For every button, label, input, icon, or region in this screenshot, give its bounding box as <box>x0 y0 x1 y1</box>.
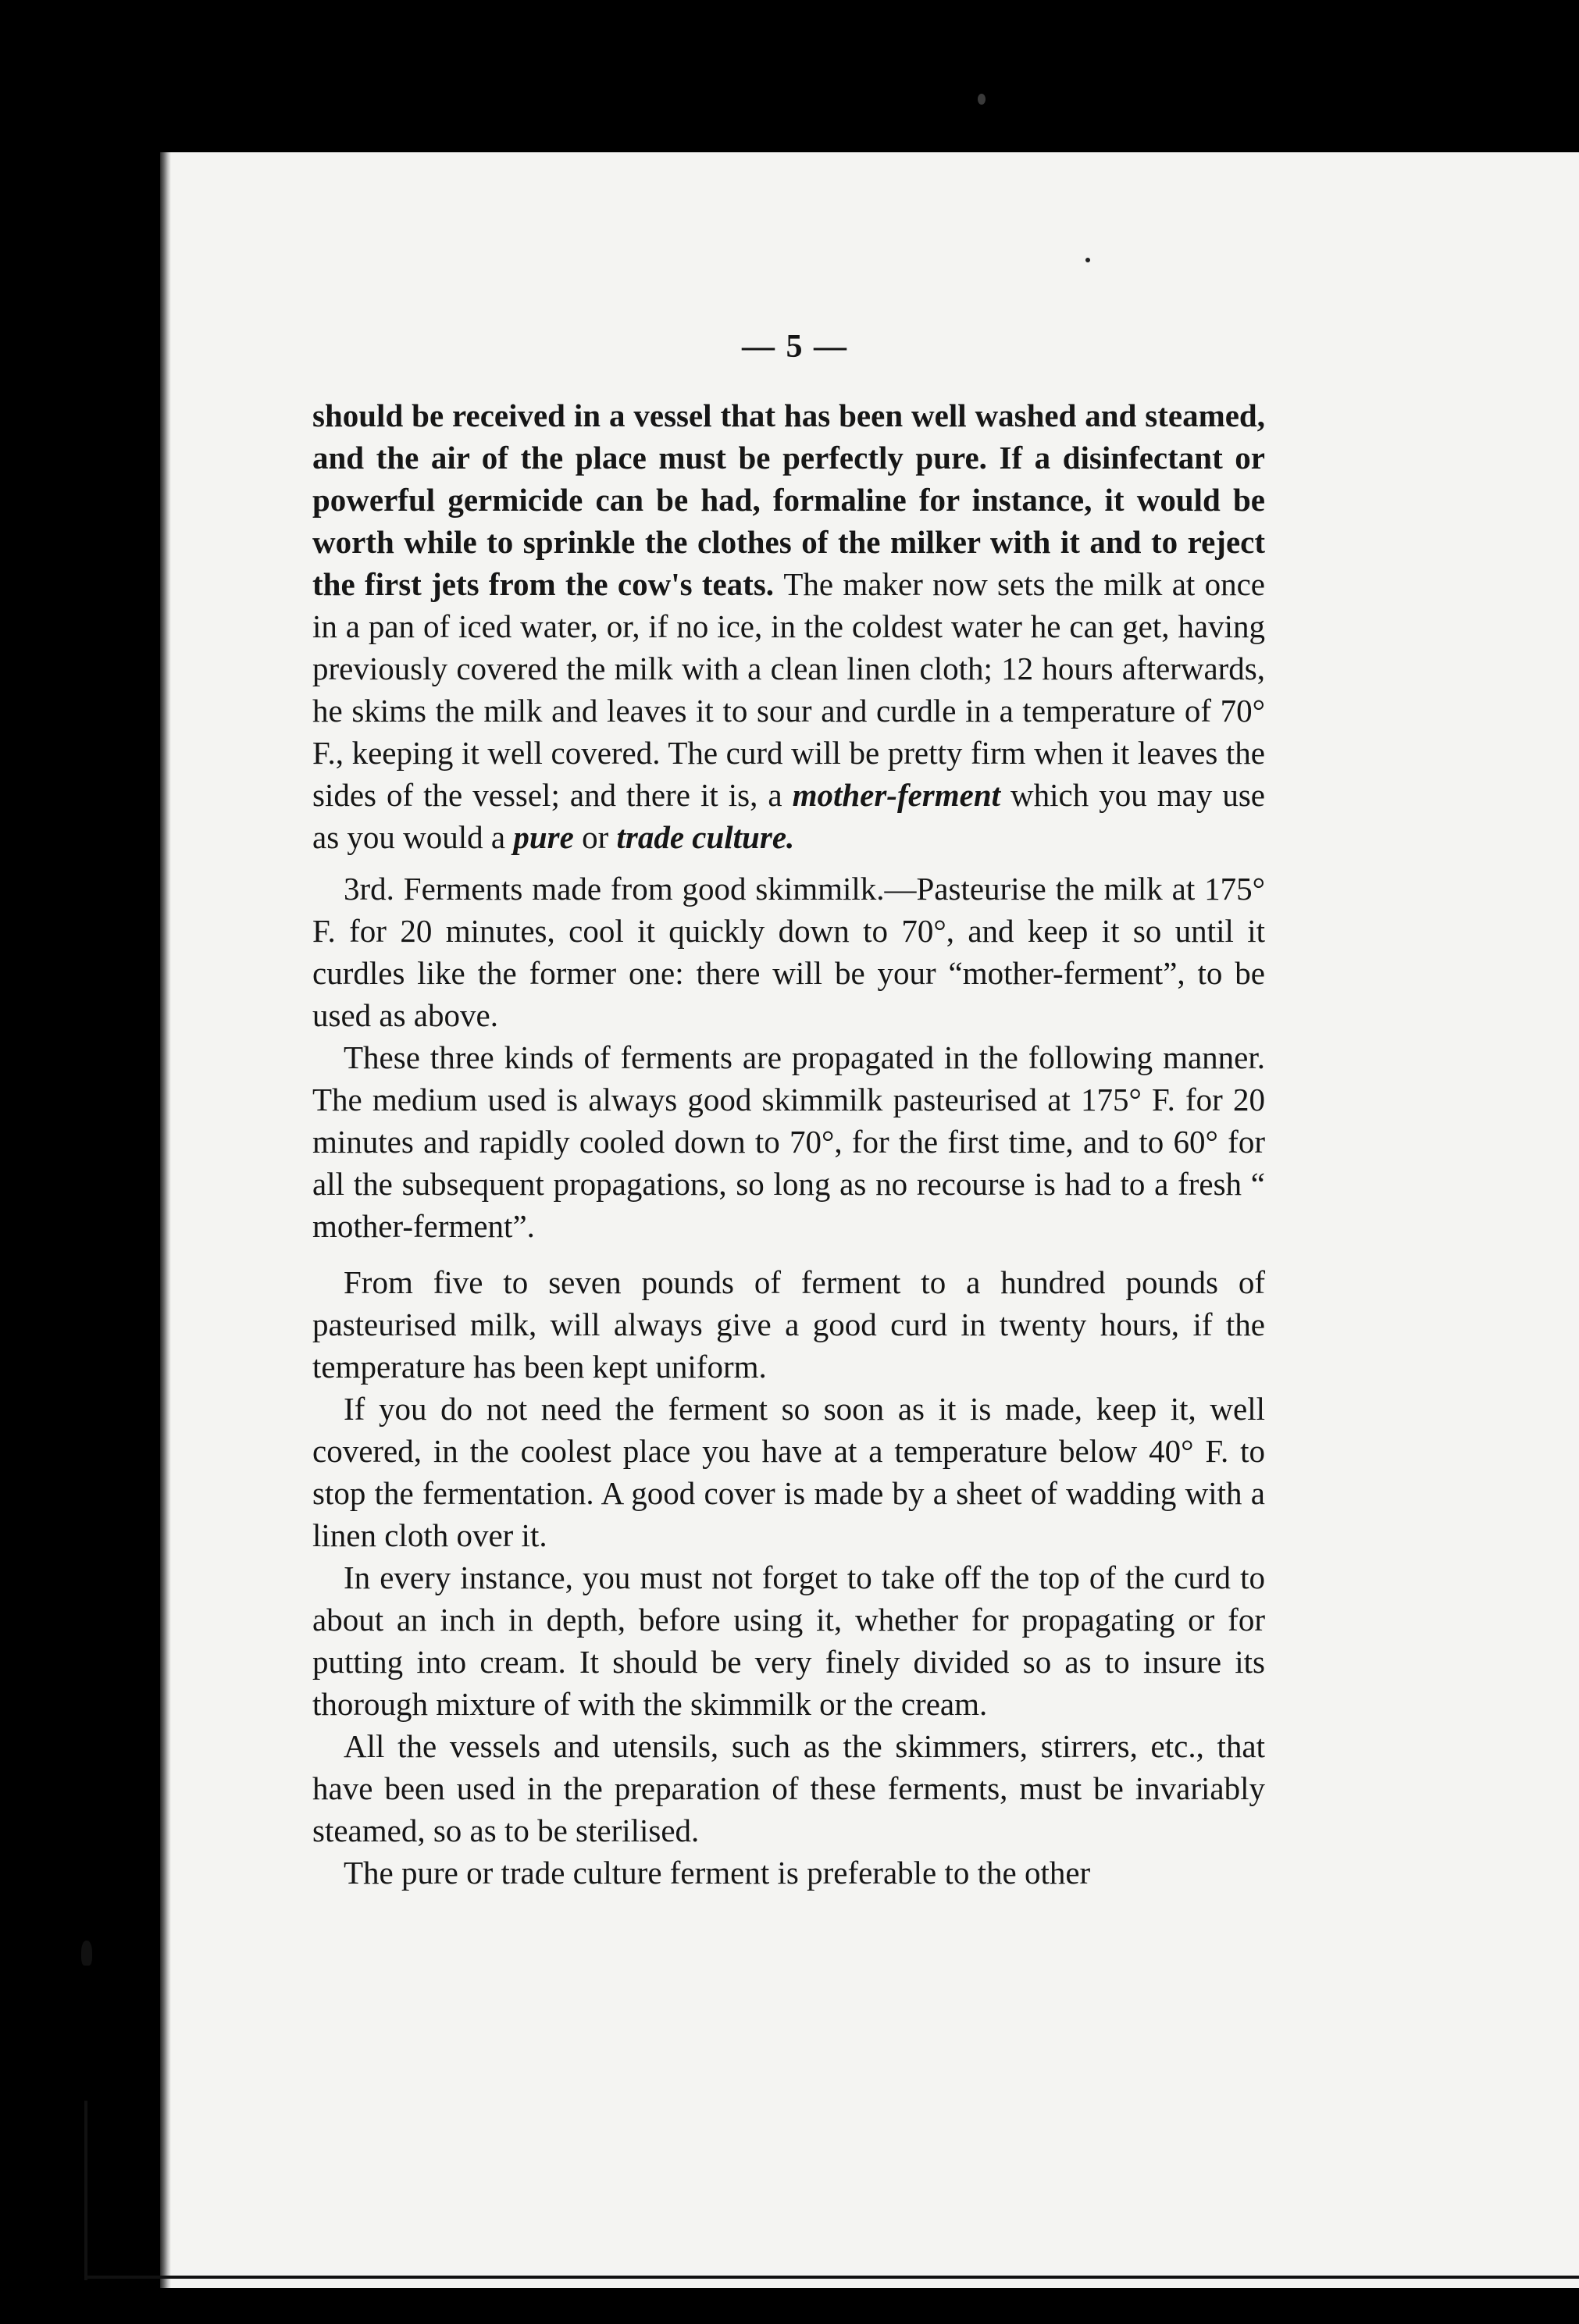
text-run: The maker now sets the milk at once in a pan of iced water, or, if no ice, in the coldest water he can get, having previously covered the milk with a clean linen cloth; 12 hours afterwards, he skims the milk and leaves it to sour and curdle in a temperature of 70° F., keeping it well covered. The curd will be pretty firm when it leaves the sides of the vessel; and there it is, a <box>312 566 1265 813</box>
paragraph <box>312 868 1265 1036</box>
paragraph <box>312 1556 1265 1725</box>
text-run: In every instance, you must not forget to take off the top of the curd to about an inch in depth, before using it, whether for propagating or for putting into cream. It should be very finely divided so as to insure its thorough mixture of with the skimmilk or the cream. <box>312 1559 1265 1722</box>
ink-speck <box>978 94 986 105</box>
scan-margin-rule-left <box>84 2101 87 2280</box>
text-run: The pure or trade culture ferment is preferable to the other <box>344 1855 1091 1891</box>
emphasis-term: pure <box>513 819 574 855</box>
ink-speck <box>1085 258 1090 262</box>
page-binding-edge <box>160 152 171 2288</box>
text-run: These three kinds of ferments are propagated in the following manner. The medium used is always good skimmilk pasteurised at 175° F. for 20 minutes and rapidly cooled down to 70°, for the first time, and to 60° for all the subsequent propagations, so long as no recourse is had to a fresh “ mother-ferment”. <box>312 1039 1265 1244</box>
text-run: or <box>573 819 617 855</box>
paragraph <box>312 1852 1265 1894</box>
scan-margin-rule-bottom <box>84 2276 1579 2279</box>
text-run: which you may use as you would a <box>312 777 1265 855</box>
emphasis-term: mother-ferment <box>792 777 1001 813</box>
text-run: If you do not need the ferment so soon as it is made, keep it, well covered, in the coolest place you have at a temperature below 40° F. to stop the fermentation. A good cover is made by a sheet of wadding with a linen cloth over it. <box>312 1391 1265 1553</box>
paragraph <box>312 394 1265 858</box>
emphasis-term: trade culture. <box>616 819 795 855</box>
text-run: 3rd. Ferments made from good skimmilk.—Pasteurise the milk at 175° F. for 20 minutes, cool it quickly down to 70°, and keep it so until it curdles like the former one: there will be your “mother-ferment”, to be used as above. <box>312 871 1265 1033</box>
margin-ink-mark <box>81 1941 92 1966</box>
text-run: All the vessels and utensils, such as the skimmers, stirrers, etc., that have been used in the preparation of these ferments, must be invariably steamed, so as to be sterilised. <box>312 1728 1265 1848</box>
text-run: From five to seven pounds of ferment to a hundred pounds of pasteurised milk, will always give a good curd in twenty hours, if the temperature has been kept uniform. <box>312 1264 1265 1385</box>
body-text <box>312 394 1265 1894</box>
paragraph <box>312 1036 1265 1247</box>
text-run: should be received in a vessel that has been well washed and steamed, and the air of the place must be perfectly pure. If a disinfectant or powerful germicide can be had, formaline for instance, it would be worth while to sprinkle the clothes of the milker with it and to reject the first jets from the cow's teats. <box>312 397 1265 602</box>
paragraph <box>312 1261 1265 1388</box>
paragraph <box>312 1725 1265 1852</box>
paragraph <box>312 1388 1265 1556</box>
page-number: — 5 — <box>742 329 848 365</box>
